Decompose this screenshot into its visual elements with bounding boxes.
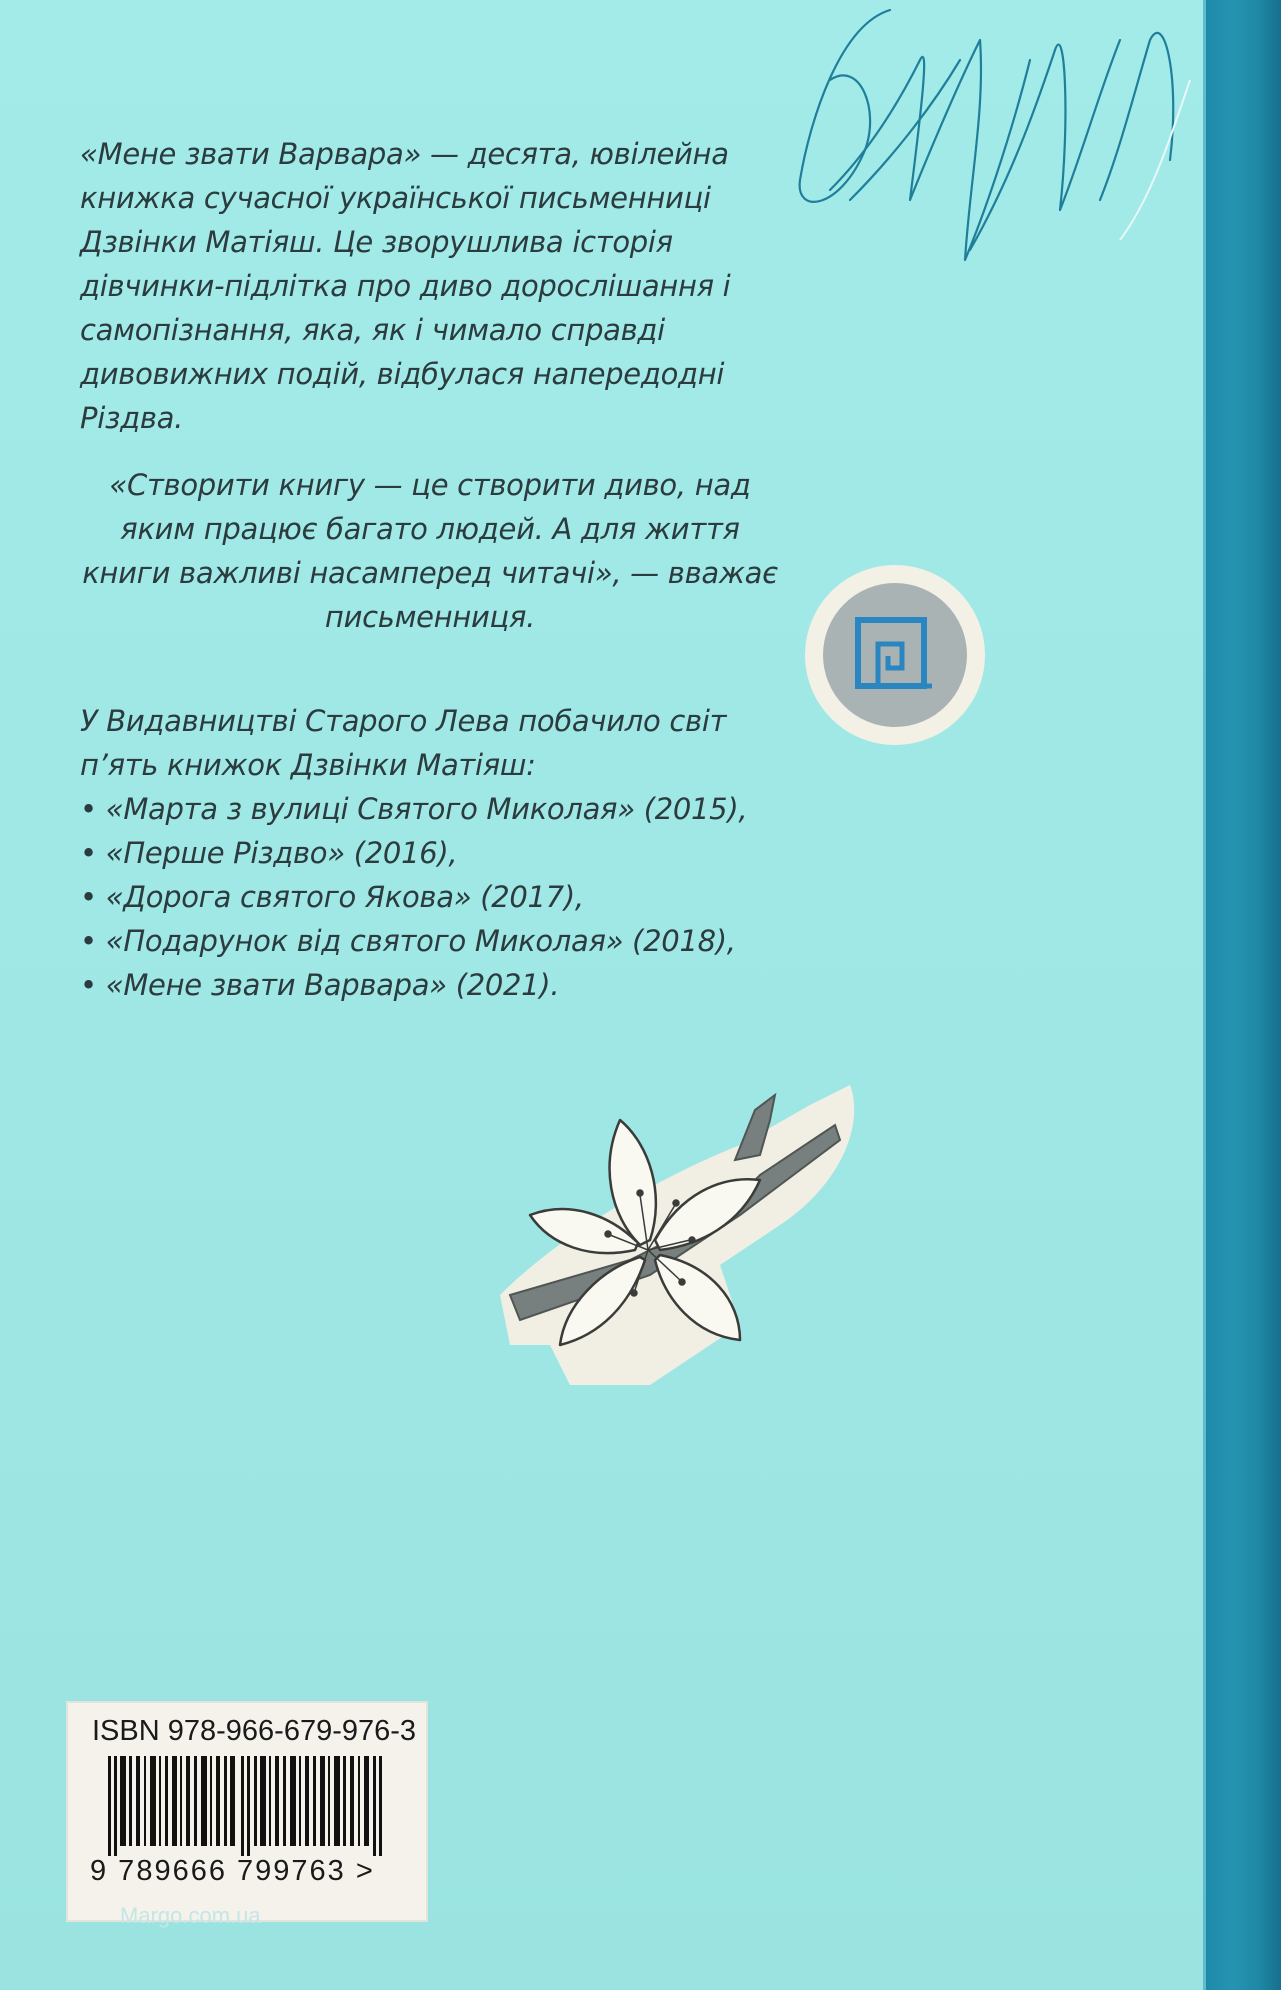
books-list xyxy=(80,787,800,1007)
intro-paragraph: «Мене звати Варвара» — десята, ювілейна книжка сучасної української письменниці Дзвінки Матіяш. Це зворушлива історія дівчинки-підлітка про диво дорослішання і самопізнання, яка, як і чимало справді дивовижних подій, відбулася напередодні Різдва. xyxy=(80,137,731,435)
watermark-text: Margo.com.ua xyxy=(120,1903,261,1928)
books-heading: У Видавництві Старого Лева побачило світ п’ять книжок Дзвінки Матіяш: xyxy=(80,704,727,782)
list-item: • «Дорога святого Якова» (2017), xyxy=(80,875,800,919)
book-spine xyxy=(1206,0,1281,1990)
list-item: • «Марта з вулиці Святого Миколая» (2015), xyxy=(80,787,800,831)
list-item: • «Мене звати Варвара» (2021). xyxy=(80,963,800,1007)
publisher-logo-icon xyxy=(800,560,990,750)
barcode-icon xyxy=(108,1756,388,1856)
signature-scribble-icon xyxy=(770,0,1210,300)
description-text xyxy=(80,132,800,1007)
author-quote: «Створити книгу — це створити диво, над яким працює багато людей. А для життя книги важливі насамперед читачі», — вважає письменниця. xyxy=(82,468,778,634)
barcode-digits: 9 789666 799763 > xyxy=(90,1855,375,1887)
flower-branch-icon xyxy=(490,1065,870,1395)
list-item: • «Перше Різдво» (2016), xyxy=(80,831,800,875)
isbn-barcode-box xyxy=(68,1703,426,1920)
isbn-label: ISBN 978-966-679-976-3 xyxy=(92,1715,417,1747)
list-item: • «Подарунок від святого Миколая» (2018), xyxy=(80,919,800,963)
